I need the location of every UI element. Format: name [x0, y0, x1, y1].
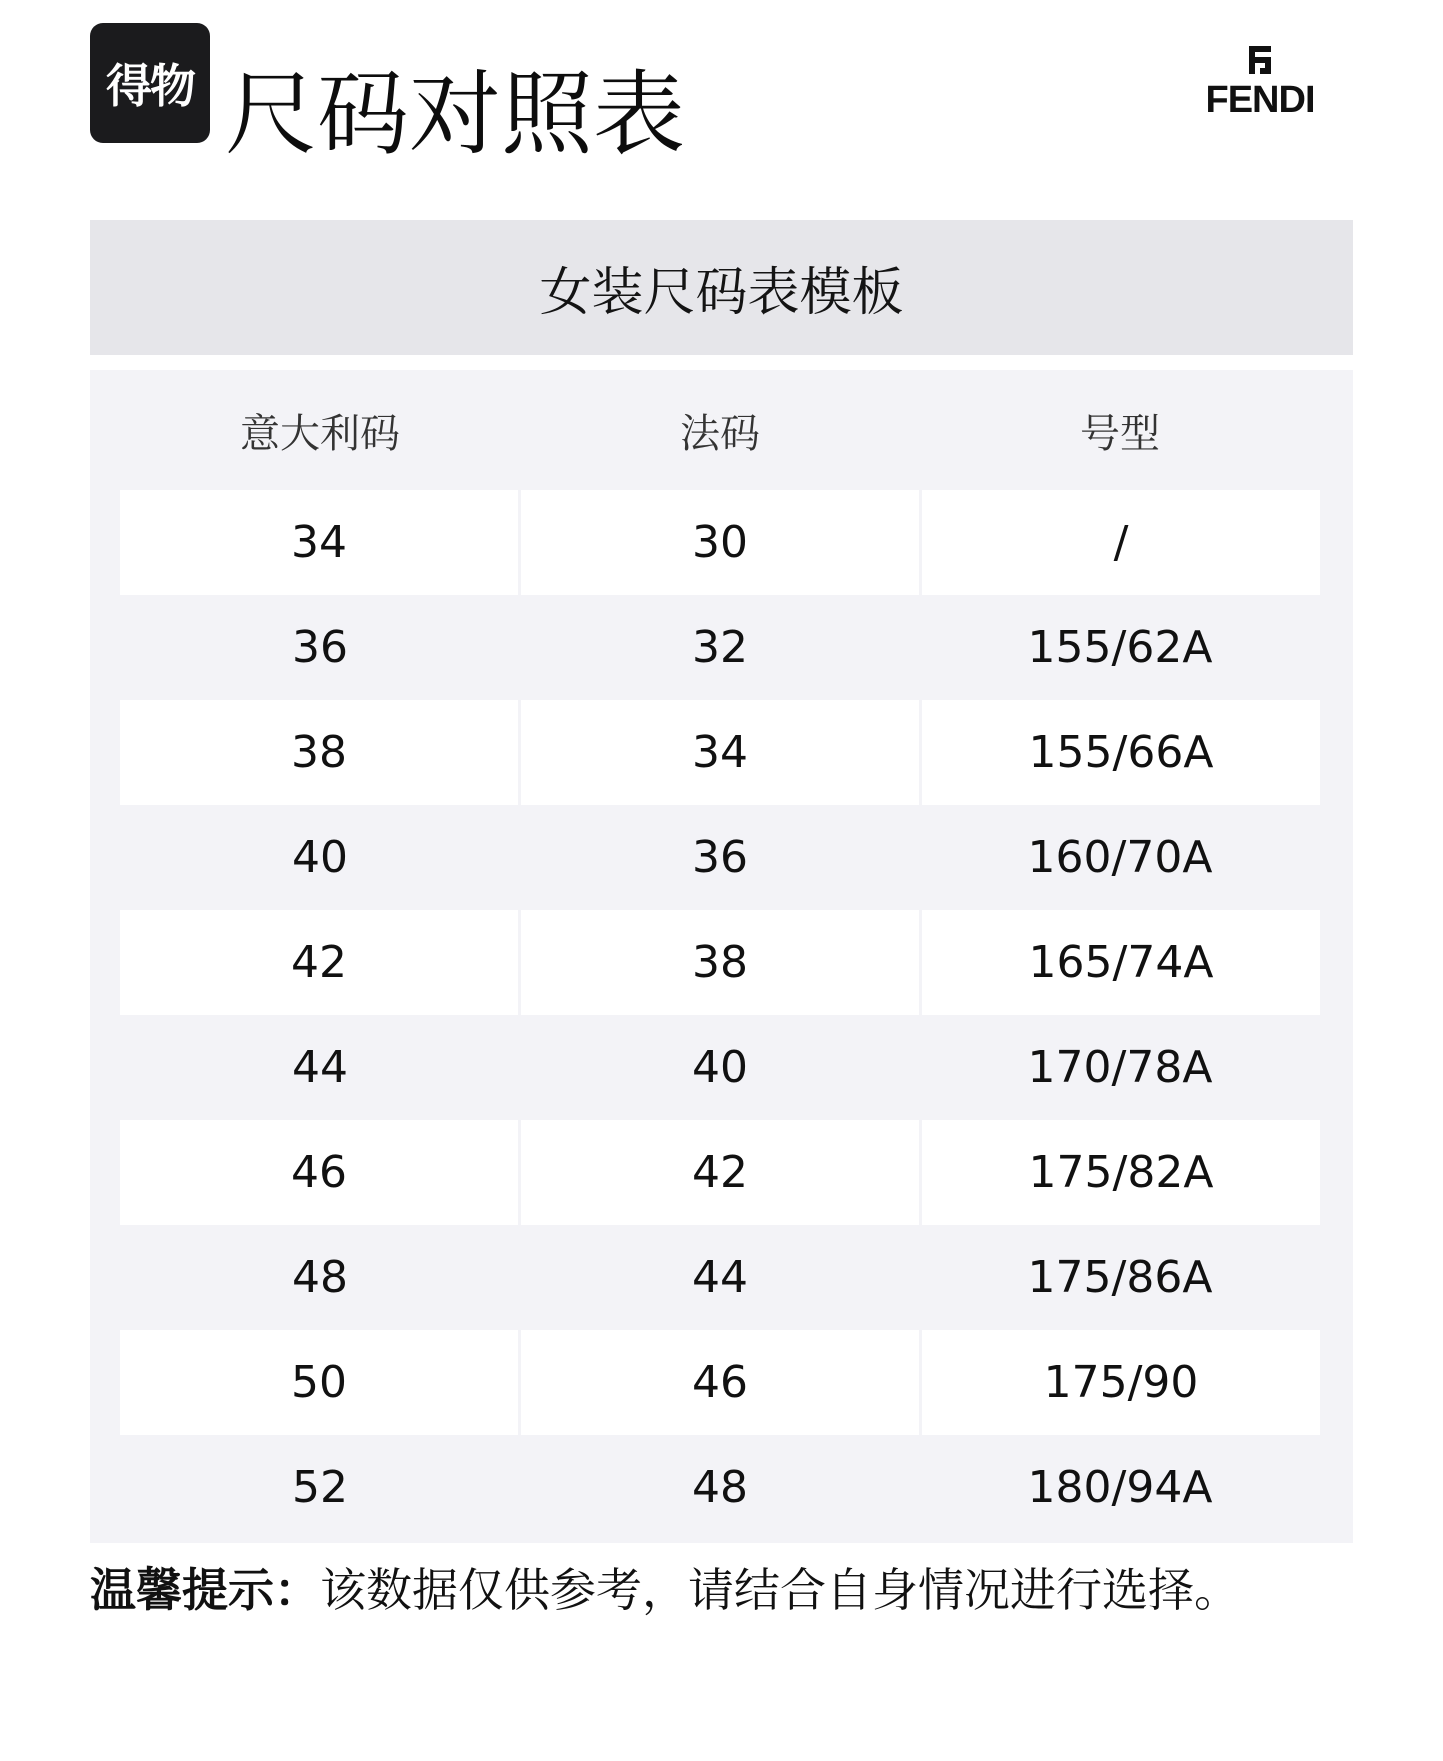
size-table: [90, 370, 1353, 1543]
italy-size-cell: 48: [292, 1252, 348, 1303]
cn-size-cell: 175/82A: [919, 1120, 1320, 1225]
table-row: [120, 595, 1320, 700]
italy-size-cell: 44: [292, 1042, 348, 1093]
table-row: [120, 700, 1320, 805]
tip-note: [90, 1560, 1240, 1620]
table-row: [120, 1225, 1320, 1330]
fendi-ff-monogram-icon: [1247, 44, 1273, 76]
column-header-italy-size: 意大利码: [240, 410, 400, 457]
france-size-cell: 40: [692, 1042, 748, 1093]
table-header-row: [120, 370, 1320, 490]
table-rows: [120, 490, 1320, 1540]
france-size-cell: 36: [692, 832, 748, 883]
tip-text: 该数据仅供参考，请结合自身情况进行选择。: [320, 1563, 1240, 1617]
table-title: 女装尺码表模板: [539, 263, 904, 323]
cn-size-cell: 175/86A: [1027, 1252, 1213, 1303]
cn-size-cell: /: [919, 490, 1320, 595]
italy-size-cell: 52: [292, 1462, 348, 1513]
france-size-cell: 46: [518, 1330, 919, 1435]
table-row: [120, 1015, 1320, 1120]
italy-size-cell: 50: [120, 1330, 518, 1435]
cn-size-cell: 175/90: [919, 1330, 1320, 1435]
cn-size-cell: 170/78A: [1027, 1042, 1213, 1093]
table-row: [120, 910, 1320, 1015]
france-size-cell: 42: [518, 1120, 919, 1225]
france-size-cell: 44: [692, 1252, 748, 1303]
france-size-cell: 34: [518, 700, 919, 805]
table-row: [120, 1435, 1320, 1540]
italy-size-cell: 46: [120, 1120, 518, 1225]
cn-size-cell: 155/62A: [1027, 622, 1213, 673]
cn-size-cell: 180/94A: [1027, 1462, 1213, 1513]
table-row: [120, 805, 1320, 910]
app-logo: [90, 23, 210, 143]
italy-size-cell: 40: [292, 832, 348, 883]
table-row: [120, 1330, 1320, 1435]
brand-logo: [1195, 44, 1325, 124]
table-row: [120, 1120, 1320, 1225]
cn-size-cell: 160/70A: [1027, 832, 1213, 883]
italy-size-cell: 42: [120, 910, 518, 1015]
france-size-cell: 38: [518, 910, 919, 1015]
table-title-bar: [90, 220, 1353, 355]
italy-size-cell: 38: [120, 700, 518, 805]
cn-size-cell: 155/66A: [919, 700, 1320, 805]
page-title: 尺码对照表: [225, 61, 686, 168]
cn-size-cell: 165/74A: [919, 910, 1320, 1015]
italy-size-cell: 36: [292, 622, 348, 673]
column-header-cn-size: 号型: [1080, 410, 1160, 457]
table-row: [120, 490, 1320, 595]
column-header-france-size: 法码: [680, 410, 760, 457]
france-size-cell: 30: [518, 490, 919, 595]
brand-name: FENDI: [1205, 79, 1315, 121]
app-logo-text: 得物: [106, 59, 194, 113]
italy-size-cell: 34: [120, 490, 518, 595]
france-size-cell: 32: [692, 622, 748, 673]
france-size-cell: 48: [692, 1462, 748, 1513]
tip-label: 温馨提示：: [90, 1563, 320, 1617]
